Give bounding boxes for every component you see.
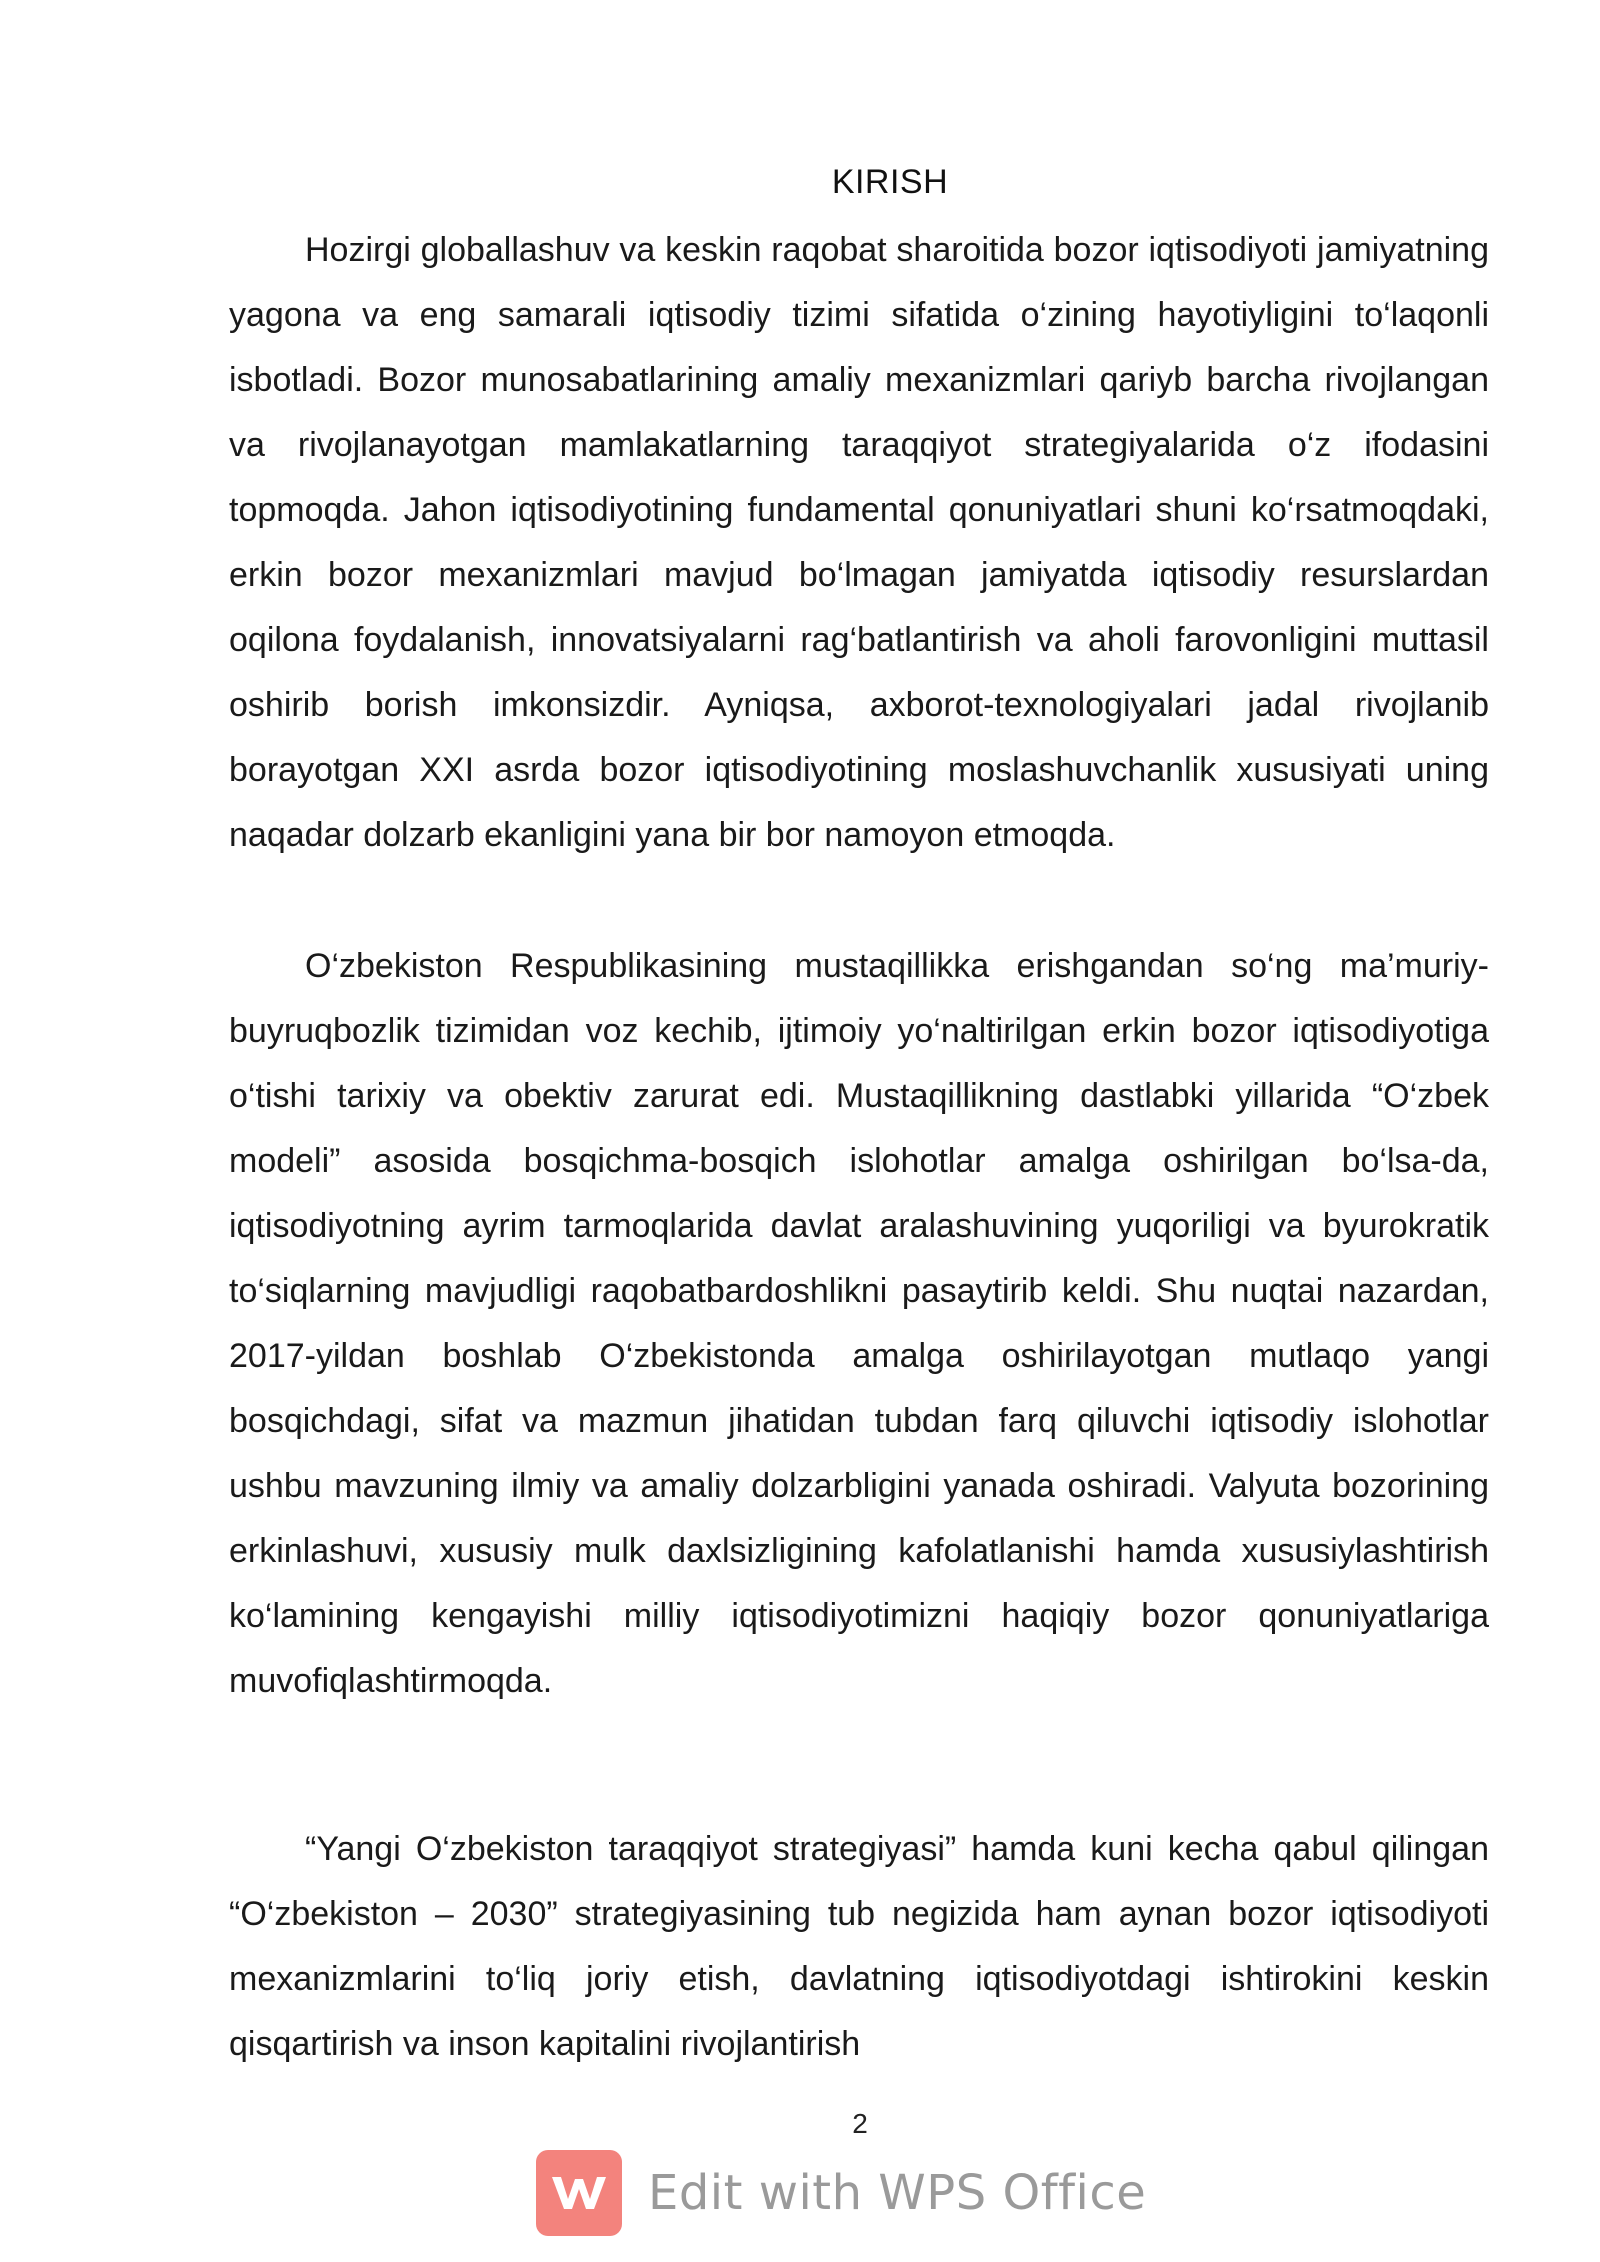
wps-edit-banner[interactable]: [536, 2148, 1146, 2238]
wps-edit-label: Edit with WPS Office: [648, 2165, 1147, 2221]
paragraph-3: [229, 1817, 1489, 2077]
paragraph-1-text: Hozirgi globallashuv va keskin raqobat sharoitida bozor iqtisodiyoti jamiyatning yagona va eng samarali iqtisodiy tizimi sifatida o‘zining hayotiyligini to‘laqonli isbotladi. Bozor munosabatlarining amaliy mexanizmlari qariyb barcha rivojlangan va rivojlanayotgan mamlakatlarning taraqqiyot strategiyalarida o‘z ifodasini topmoqda. Jahon iqtisodiyotining fundamental qonuniyatlari shuni ko‘rsatmoqdaki, erkin bozor mexanizmlari mavjud bo‘lmagan jamiyatda iqtisodiy resurslardan oqilona foydalanish, innovatsiyalarni rag‘batlantirish va aholi farovonligini muttasil oshirib borish imkonsizdir. Ayniqsa, axborot-texnologiyalari jadal rivojlanib borayotgan XXI asrda bozor iqtisodiyotining moslashuvchanlik xususiyati uning naqadar dolzarb ekanligini yana bir bor namoyon etmoqda.: [229, 231, 1489, 854]
paragraph-2-text: O‘zbekiston Respublikasining mustaqillikka erishgandan so‘ng ma’muriy-buyruqbozlik tizimidan voz kechib, ijtimoiy yo‘naltirilgan erkin bozor iqtisodiyotiga o‘tishi tarixiy va obektiv zarurat edi. Mustaqillikning dastlabki yillarida “O‘zbek modeli” asosida bosqichma-bosqich islohotlar amalga oshirilgan bo‘lsa-da, iqtisodiyotning ayrim tarmoqlarida davlat aralashuvining yuqoriligi va byurokratik to‘siqlarning mavjudligi raqobatbardoshlikni pasaytirib keldi. Shu nuqtai nazardan, 2017-yildan boshlab O‘zbekistonda amalga oshirilayotgan mutlaqo yangi bosqichdagi, sifat va mazmun jihatidan tubdan farq qiluvchi iqtisodiy islohotlar ushbu mavzuning ilmiy va amaliy dolzarbligini yanada oshiradi. Valyuta bozorining erkinlashuvi, xususiy mulk daxlsizligining kafolatlanishi hamda xususiylashtirish ko‘lamining kengayishi milliy iqtisodiyotimizni haqiqiy bozor qonuniyatlariga muvofiqlashtirmoqda.: [229, 947, 1489, 1700]
wps-w-glyph-icon: [548, 2171, 610, 2215]
page-number: 2: [852, 2108, 868, 2139]
document-heading: KIRISH: [831, 163, 949, 201]
wps-logo-icon: [536, 2150, 622, 2236]
paragraph-2: [229, 934, 1489, 1714]
paragraph-1: [229, 218, 1489, 868]
paragraph-3-text: “Yangi O‘zbekiston taraqqiyot strategiyasi” hamda kuni kecha qabul qilingan “O‘zbekiston – 2030” strategiyasining tub negizida ham aynan bozor iqtisodiyoti mexanizmlarini to‘liq joriy etish, davlatning iqtisodiyotdagi ishtirokini keskin qisqartirish va inson kapitalini rivojlantirish: [229, 1830, 1489, 2063]
